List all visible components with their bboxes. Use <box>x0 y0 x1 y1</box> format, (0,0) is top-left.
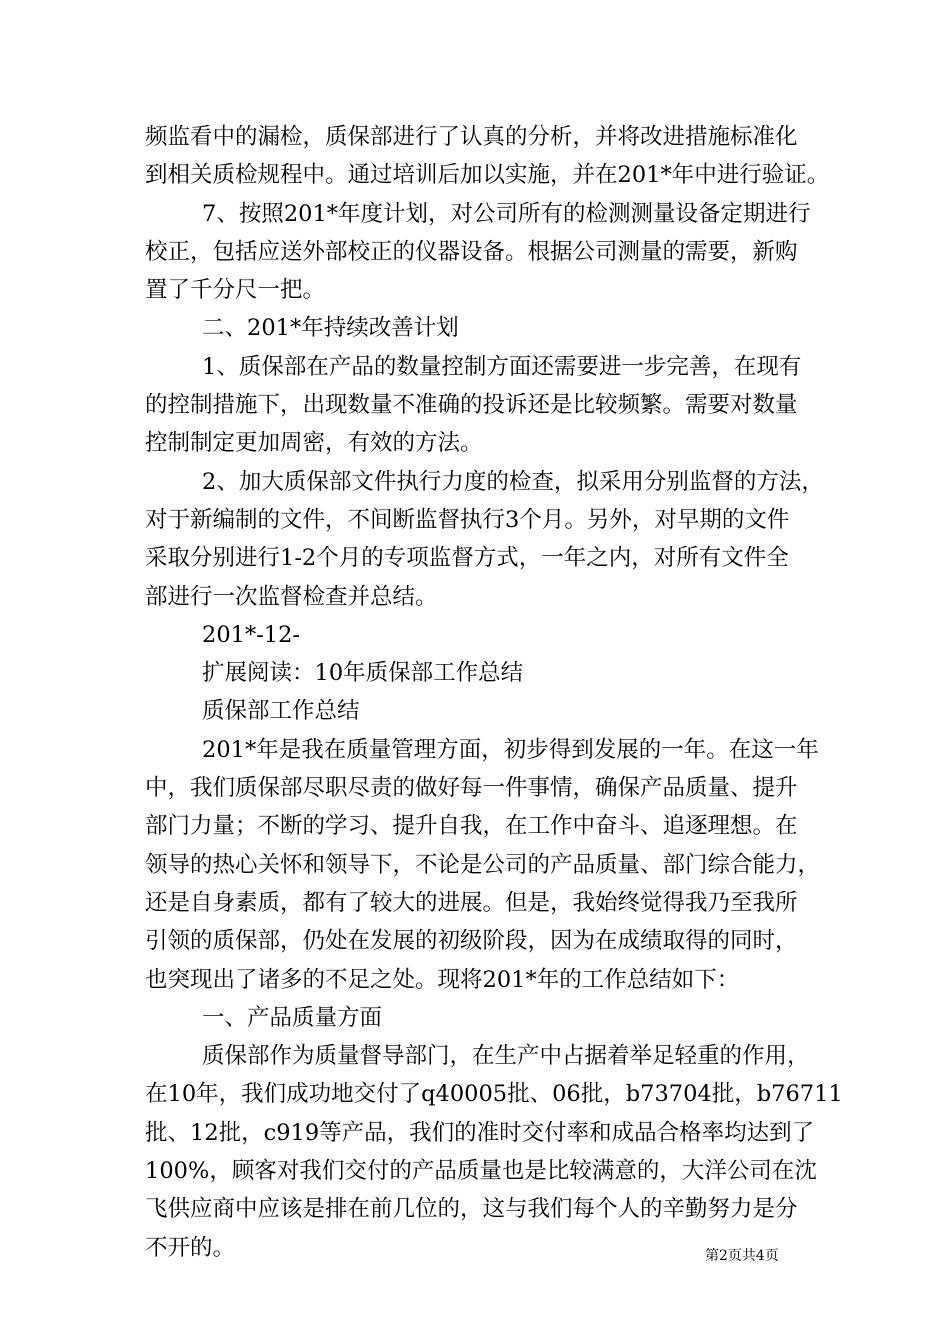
body-text <box>145 118 843 1267</box>
extended-reading-line: 扩展阅读：10年质保部工作总结 <box>202 660 524 687</box>
text-line: 中，我们质保部尽职尽责的做好每一件事情，确保产品质量、提升 <box>145 775 798 802</box>
text-line: 校正，包括应送外部校正的仪器设备。根据公司测量的需要，新购 <box>145 238 798 265</box>
text-line: 100%，顾客对我们交付的产品质量也是比较满意的，大洋公司在沈 <box>145 1158 817 1185</box>
text-line: 飞供应商中应该是排在前几位的，这与我们每个人的辛勤努力是分 <box>145 1196 798 1223</box>
text-line: 到相关质检规程中。通过培训后加以实施，并在201*年中进行验证。 <box>145 162 830 189</box>
text-line: 控制制定更加周密，有效的方法。 <box>145 430 483 457</box>
text-line: 采取分别进行1-2个月的专项监督方式，一年之内，对所有文件全 <box>145 545 789 572</box>
text-line: 频监看中的漏检，质保部进行了认真的分析，并将改进措施标准化 <box>145 124 798 150</box>
text-line: 1、质保部在产品的数量控制方面还需要进一步完善，在现有 <box>202 353 802 380</box>
text-line: 部进行一次监督检查并总结。 <box>145 583 438 610</box>
text-line: 在10年，我们成功地交付了q40005批、06批，b73704批，b76711 <box>145 1081 843 1108</box>
text-line: 领导的热心关怀和领导下，不论是公司的产品质量、部门综合能力， <box>145 851 821 878</box>
text-line: 部门力量；不断的学习、提升自我，在工作中奋斗、追逐理想。在 <box>145 813 798 840</box>
text-line: 7、按照201*年度计划，对公司所有的检测测量设备定期进行 <box>202 200 811 227</box>
date-line: 201*-12- <box>202 621 301 648</box>
text-line: 还是自身素质，都有了较大的进展。但是，我始终觉得我乃至我所 <box>145 889 798 916</box>
text-line: 不开的。 <box>145 1234 236 1261</box>
text-line: 201*年是我在质量管理方面，初步得到发展的一年。在这一年 <box>202 736 819 763</box>
summary-title: 质保部工作总结 <box>202 698 360 725</box>
section-heading: 二、201*年持续改善计划 <box>202 315 459 342</box>
text-line: 也突现出了诸多的不足之处。现将201*年的工作总结如下： <box>145 966 740 993</box>
section-heading: 一、产品质量方面 <box>202 1004 383 1031</box>
text-line: 批、12批，c919等产品，我们的准时交付率和成品合格率均达到了 <box>145 1119 815 1146</box>
text-line: 2、加大质保部文件执行力度的检查，拟采用分别监督的方法， <box>202 468 824 495</box>
text-line: 的控制措施下，出现数量不准确的投诉还是比较频繁。需要对数量 <box>145 392 798 419</box>
text-line: 引领的质保部，仍处在发展的初级阶段，因为在成绩取得的同时， <box>145 928 798 955</box>
text-line: 对于新编制的文件，不间断监督执行3个月。另外，对早期的文件 <box>145 506 790 533</box>
page-number-footer: 第2页共4页 <box>705 1248 779 1264</box>
text-line: 质保部作为质量督导部门，在生产中占据着举足轻重的作用， <box>202 1043 810 1070</box>
text-line: 置了千分尺一把。 <box>145 277 326 304</box>
